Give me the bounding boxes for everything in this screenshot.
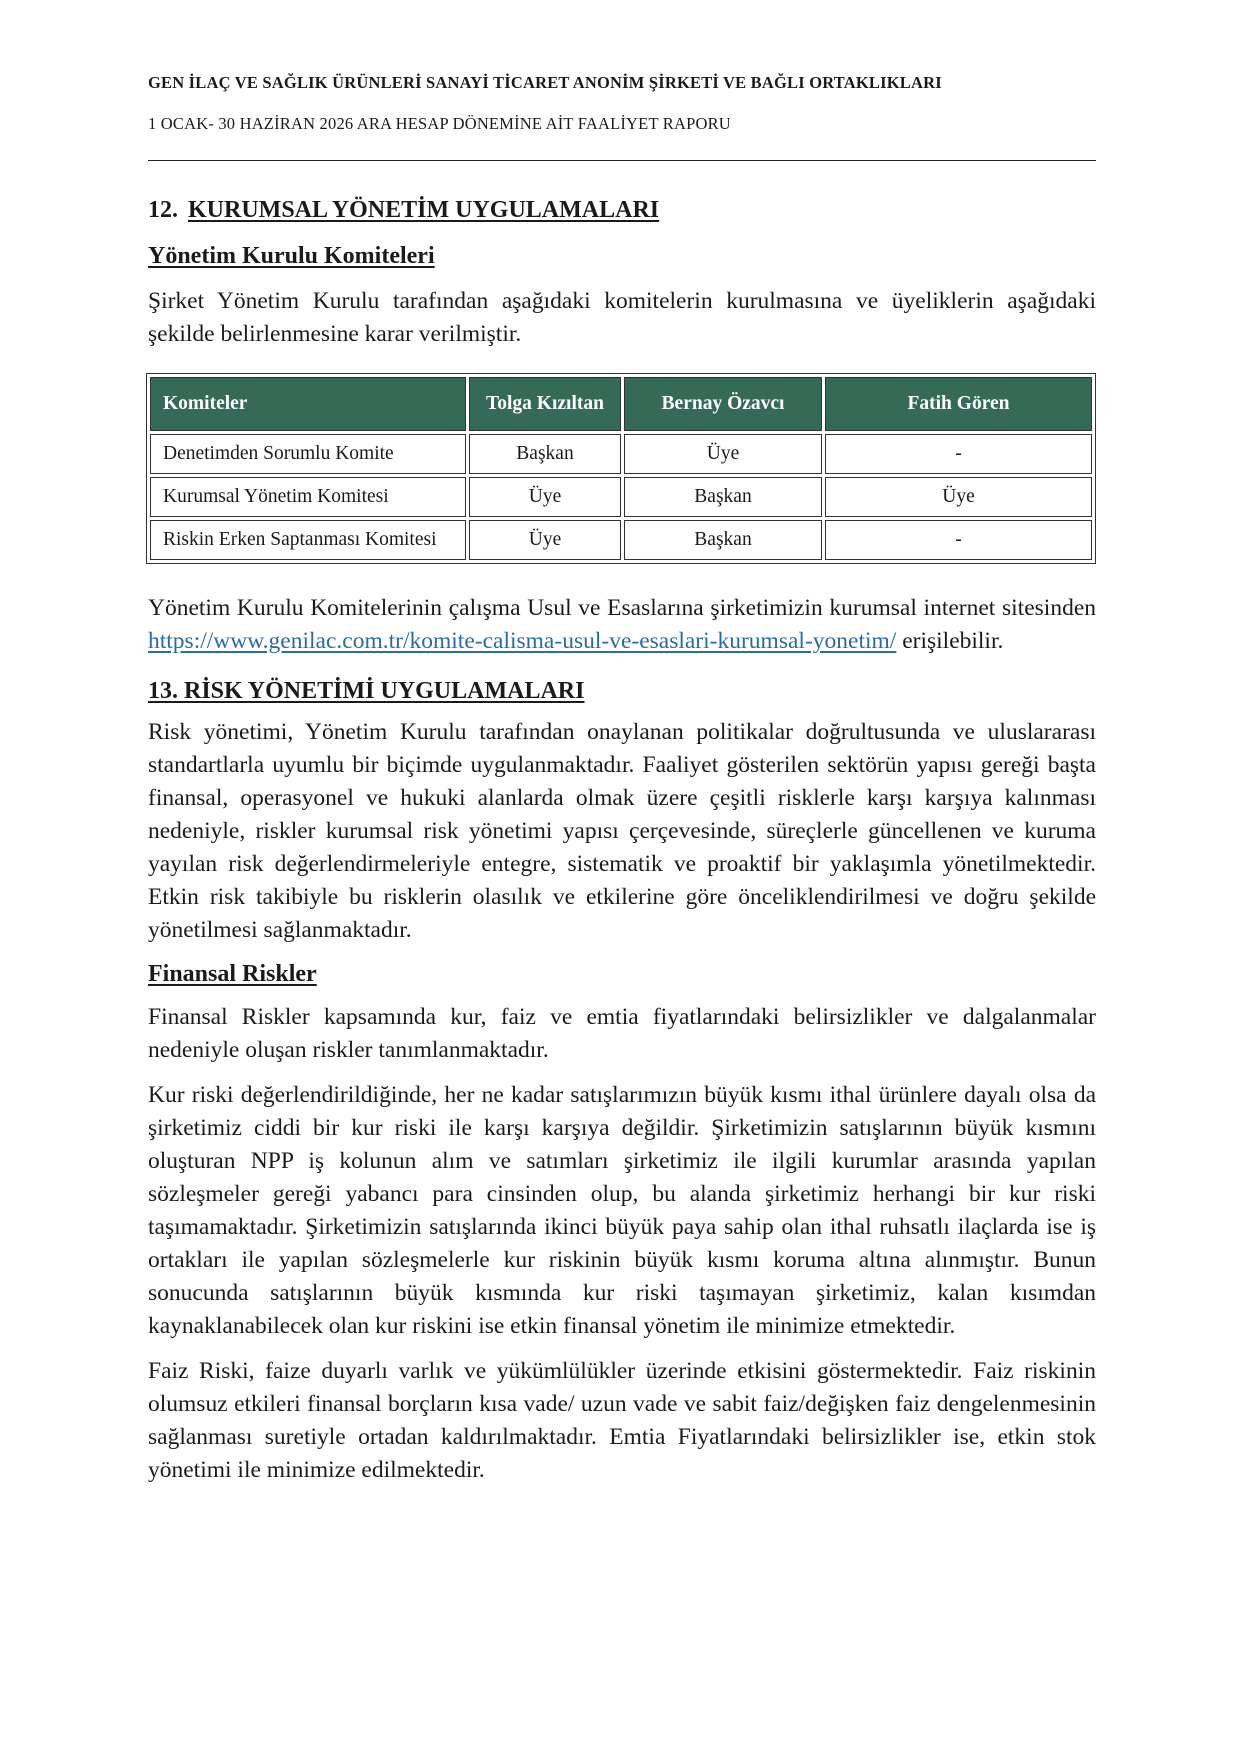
committees-subheading: Yönetim Kurulu Komiteleri — [148, 243, 435, 269]
table-row — [150, 520, 1092, 560]
committees-table — [146, 373, 1096, 564]
table-cell: Kurumsal Yönetim Komitesi — [150, 477, 466, 517]
interest-risk-paragraph: Faiz Riski, faize duyarlı varlık ve yükümlülükler üzerinde etkisini göstermektedir. Faiz riskinin olumsuz etkileri finansal borçların kısa vade/ uzun vade ve sabit faiz/değişken faiz dengelenmesinin sağlanması suretiyle ortadan kaldırılmaktadır. Emtia Fiyatlarındaki belirsizlikler ise, etkin stok yönetimi ile minimize edilmektedir. — [148, 1358, 1096, 1483]
table-row — [150, 434, 1092, 474]
table-cell: Üye — [469, 477, 621, 517]
table-header-cell: Tolga Kızıltan — [469, 377, 621, 431]
currency-risk-paragraph: Kur riski değerlendirildiğinde, her ne kadar satışlarımızın büyük kısmı ithal ürünlere dayalı olsa da şirketimiz ciddi bir kur riski ile karşı karşıya değildir. Şirketimizin satışlarının büyük kısmını oluşturan NPP iş kolunun alım ve satımları şirketimiz ile ilgili kurumlar arasında yapılan sözleşmeler gereği yabancı para cinsinden olup, bu alanda şirketimiz herhangi bir kur riski taşımamaktadır. Şirketimizin satışlarında ikinci büyük paya sahip olan ithal ruhsatlı ilaçlarda ise iş ortakları ile yapılan sözleşmelerle kur riskinin büyük kısmı koruma altına alınmıştır. Bunun sonucunda satışlarının büyük kısmında kur riski taşımayan şirketimiz, kalan kısımdan kaynaklanabilecek olan kur riskini ise etkin finansal yönetim ile minimize etmektedir. — [148, 1082, 1096, 1339]
committees-intro-paragraph: Şirket Yönetim Kurulu tarafından aşağıdaki komitelerin kurulmasına ve üyeliklerin aşağıdaki şekilde belirlenmesine karar verilmiştir. — [148, 288, 1096, 347]
table-cell: - — [825, 434, 1092, 474]
section-12-title: KURUMSAL YÖNETİM UYGULAMALARI — [188, 197, 660, 223]
table-cell: - — [825, 520, 1092, 560]
financial-risks-subheading: Finansal Riskler — [148, 961, 317, 987]
financial-risks-paragraph: Finansal Riskler kapsamında kur, faiz ve emtia fiyatlarındaki belirsizlikler ve dalgalanmalar nedeniyle oluşan riskler tanımlanmaktadır. — [148, 1004, 1096, 1063]
table-cell: Başkan — [624, 477, 822, 517]
table-cell: Üye — [825, 477, 1092, 517]
table-cell: Denetimden Sorumlu Komite — [150, 434, 466, 474]
section-12-heading — [148, 195, 1096, 225]
table-row — [150, 477, 1092, 517]
table-cell: Riskin Erken Saptanması Komitesi — [150, 520, 466, 560]
table-cell: Başkan — [469, 434, 621, 474]
table-header-cell: Bernay Özavcı — [624, 377, 822, 431]
header-company-name: GEN İLAÇ VE SAĞLIK ÜRÜNLERİ SANAYİ TİCARET ANONİM ŞİRKETİ VE BAĞLI ORTAKLIKLARI — [148, 73, 942, 92]
table-header-cell: Fatih Gören — [825, 377, 1092, 431]
link-trailing-text: erişilebilir. — [902, 628, 1004, 654]
page-content — [148, 195, 1096, 1499]
table-header-row — [150, 377, 1092, 431]
table-cell: Başkan — [624, 520, 822, 560]
section-13-heading: 13. RİSK YÖNETİMİ UYGULAMALARI — [148, 678, 585, 704]
section-12-number: 12. — [148, 197, 178, 223]
table-header-cell: Komiteler — [150, 377, 466, 431]
header-report-period: 1 OCAK- 30 HAZİRAN 2026 ARA HESAP DÖNEMİNE AİT FAALİYET RAPORU — [148, 114, 731, 133]
table-cell: Üye — [624, 434, 822, 474]
committees-link-paragraph — [148, 592, 1096, 658]
table-cell: Üye — [469, 520, 621, 560]
risk-management-paragraph: Risk yönetimi, Yönetim Kurulu tarafından onaylanan politikalar doğrultusunda ve uluslararası standartlarla uyumlu bir biçimde uygulanmaktadır. Faaliyet gösterilen sektörün yapısı gereği başta finansal, operasyonel ve hukuki alanlarda olmak üzere çeşitli risklerle karşı karşıya kalınması nedeniyle, riskler kurumsal risk yönetimi yapısı çerçevesinde, süreçlerle güncellenen ve kuruma yayılan risk değerlendirmeleriyle entegre, sistematik ve proaktif bir yaklaşımla yönetilmektedir. Etkin risk takibiyle bu risklerin olasılık ve etkilerine göre önceliklendirilmesi ve doğru şekilde yönetilmesi sağlanmaktadır. — [148, 719, 1096, 943]
header-divider — [148, 160, 1096, 161]
committee-procedures-link[interactable]: https://www.genilac.com.tr/komite-calisma-usul-ve-esaslari-kurumsal-yonetim/ — [148, 628, 897, 654]
link-lead-text: Yönetim Kurulu Komitelerinin çalışma Usul ve Esaslarına şirketimizin kurumsal internet sitesinden — [148, 595, 1096, 621]
